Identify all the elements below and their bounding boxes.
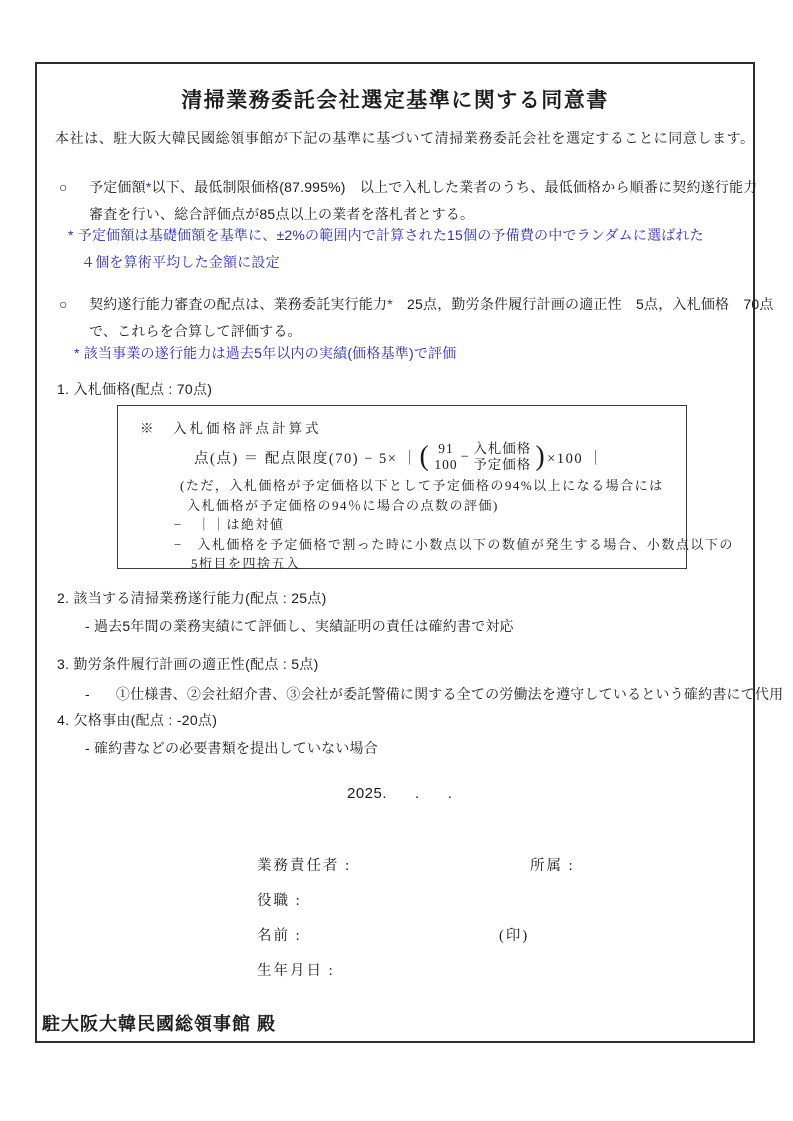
circle-marker: ○: [59, 296, 68, 312]
bullet2-line1: [89, 291, 774, 318]
formula-condition-line2: 入札価格が予定価格の94％に場合の点数の評価): [187, 497, 499, 513]
note-capability-line: * 該当事業の遂行能力は過去5年以内の実績(価格基準)で評価: [74, 345, 457, 361]
addressee-footer: 駐大阪大韓民國総領事館 殿: [42, 1014, 276, 1034]
seal-mark: (印): [499, 928, 530, 944]
signature-row-manager: [257, 854, 777, 875]
formula-condition-line1: (ただ，入札価格が予定価格以下として予定価格の94%以上になる場合には: [180, 478, 664, 493]
signature-row-birthdate: [257, 959, 777, 980]
section-3-item-dash: -: [85, 686, 90, 702]
note-capability: [74, 340, 456, 367]
position-label: 役職 :: [257, 893, 302, 909]
formula-close-paren: ): [535, 441, 547, 472]
formula-absolute-note: − ｜｜は絶対値: [174, 517, 285, 532]
page-title: 清掃業務委託会社選定基準に関する同意書: [181, 89, 609, 112]
fraction-denominator: 100: [434, 457, 458, 472]
formula-minus: −: [460, 448, 471, 465]
name-label: 名前 :: [257, 928, 302, 944]
manager-label: 業務責任者 :: [257, 858, 352, 874]
bullet2-pre: 契約遂行能力審査の配点は、業務委託実行能力: [89, 296, 388, 312]
formula-open-paren: (: [419, 441, 431, 472]
note-planned-price-line1: * 予定価額は基礎価額を基準に、±2%の範囲内で計算された15個の予備費の中でランダムに選ばれた: [68, 227, 704, 243]
section-3-item-text: ①仕様書、②会社紹介書、③会社が委託警備に関する全ての労働法を遵守しているという確約書にて代用: [115, 686, 784, 702]
fraction-bid-over-planned: [473, 441, 531, 473]
section-1-heading: 1. 入札価格(配点 : 70点): [57, 381, 213, 397]
bullet1-line2: 審査を行い、総合評価点が85点以上の業者を落札者とする。: [89, 206, 475, 222]
bullet1-rest: 以下、最低制限価格(87.995%) 以上で入札した業者のうち、最低価格から順番に契約遂行能力: [151, 179, 758, 195]
date-line: 2025. . .: [347, 785, 453, 802]
section-3-heading: 3. 勤労条件履行計画の適正性(配点 : 5点): [57, 656, 319, 672]
bullet2-line2: で、これらを合算して評価する。: [89, 323, 302, 339]
formula-lhs: 点(点) ＝ 配点限度(70) − 5× ｜: [194, 450, 419, 467]
bullet2-rest: 25点，勤労条件履行計画の適正性 5点，入札価格 70点: [392, 296, 774, 312]
section-2-item: - 過去5年間の業務実績にて評価し、実績証明の責任は確約書で対応: [85, 618, 514, 634]
bullet1-pre: 予定価額: [89, 179, 146, 195]
fraction-numerator: 91: [438, 441, 454, 456]
section-2-heading: 2. 該当する清掃業務遂行能力(配点 : 25点): [57, 590, 327, 606]
formula-row: [194, 440, 686, 474]
criterion-bullet-2-text: [89, 291, 774, 345]
document-page: [35, 62, 784, 1043]
bullet1-star: *: [145, 179, 152, 195]
circle-marker: ○: [59, 179, 68, 195]
birthdate-label: 生年月日 :: [257, 963, 335, 979]
formula-rounding-note-line1: − 入札価格を予定価格で割った時に小数点以下の数値が発生する場合、小数点以下の: [174, 536, 734, 552]
fraction-numerator: 入札価格: [473, 441, 532, 456]
note-planned-price: [68, 222, 704, 276]
affiliation-label: 所属 :: [530, 858, 575, 874]
criterion-bullet-1: [59, 174, 757, 228]
criterion-bullet-2: [59, 291, 774, 345]
bullet1-line1: [89, 174, 757, 201]
intro-paragraph: 本社は、駐大阪大韓民國総領事館が下記の基準に基づいて清掃業務委託会社を選定することに同意します。: [55, 130, 755, 146]
formula-rhs: ×100 ｜: [547, 450, 605, 467]
formula-rounding-note-line2: 5桁目を四捨五入: [191, 556, 301, 571]
signature-row-name: [257, 924, 777, 945]
note-planned-price-line2: ４個を算術平均した金額に設定: [81, 254, 280, 270]
formula-box: [117, 405, 734, 571]
fraction-91-100: [434, 441, 457, 473]
bullet2-star: *: [387, 296, 393, 312]
section-4-item: - 確約書などの必要書類を提出していない場合: [85, 740, 378, 756]
signature-row-position: [257, 889, 777, 910]
criterion-bullet-1-text: [89, 174, 757, 228]
section-3-item: [85, 684, 783, 704]
formula-caption: ※ 入札価格評点計算式: [140, 421, 322, 436]
fraction-denominator: 予定価格: [473, 457, 532, 472]
section-4-heading: 4. 欠格事由(配点 : -20点): [57, 712, 218, 728]
